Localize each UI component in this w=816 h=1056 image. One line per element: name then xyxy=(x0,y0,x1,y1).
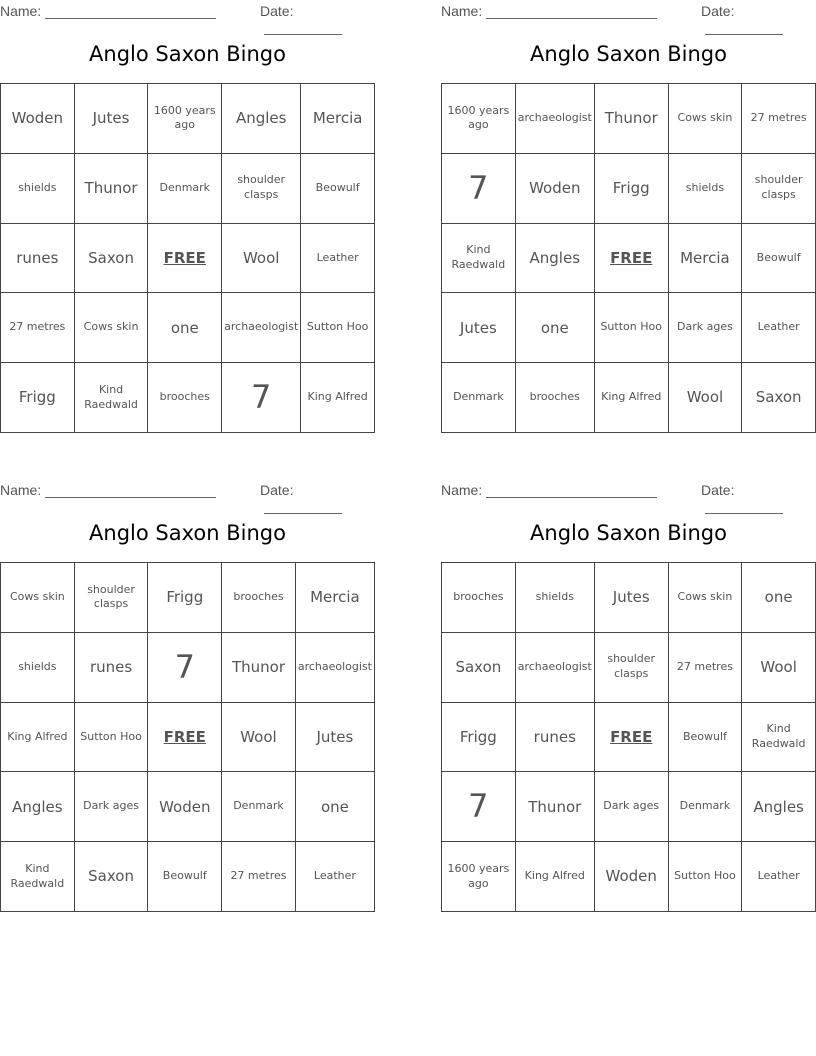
bingo-cell[interactable]: Wool xyxy=(669,363,743,433)
date-blank[interactable] xyxy=(705,500,783,514)
bingo-cell[interactable]: shoulder clasps xyxy=(595,633,669,703)
free-space[interactable]: FREE xyxy=(148,703,222,773)
name-field[interactable] xyxy=(0,3,216,19)
date-label: Date: xyxy=(260,3,294,19)
bingo-cell[interactable]: Beowulf xyxy=(742,224,816,294)
bingo-cell[interactable]: archaeologist xyxy=(516,84,595,154)
card-header xyxy=(0,479,375,501)
bingo-cell[interactable]: Cows skin xyxy=(75,293,149,363)
bingo-cell[interactable]: shields xyxy=(1,154,75,224)
bingo-cell[interactable]: Woden xyxy=(516,154,595,224)
bingo-cell[interactable]: one xyxy=(148,293,222,363)
bingo-cell[interactable]: Thunor xyxy=(516,772,595,842)
bingo-cell[interactable]: Wool xyxy=(222,703,296,773)
bingo-cell[interactable]: Denmark xyxy=(442,363,516,433)
bingo-cell[interactable]: Wool xyxy=(222,224,301,294)
bingo-cell[interactable]: Sutton Hoo xyxy=(301,293,375,363)
bingo-cell[interactable]: shields xyxy=(669,154,743,224)
bingo-cell[interactable]: 1600 years ago xyxy=(442,84,516,154)
bingo-cell[interactable]: Thunor xyxy=(222,633,296,703)
card-header xyxy=(441,479,816,501)
bingo-cell[interactable]: 27 metres xyxy=(1,293,75,363)
date-blank[interactable] xyxy=(264,21,342,35)
bingo-cell[interactable]: Angles xyxy=(1,772,75,842)
date-label: Date: xyxy=(260,482,294,498)
bingo-cell[interactable]: Dark ages xyxy=(595,772,669,842)
bingo-cell[interactable]: Kind Raedwald xyxy=(75,363,149,433)
card-header xyxy=(0,0,375,22)
bingo-cell[interactable]: Jutes xyxy=(442,293,516,363)
bingo-cell[interactable]: Jutes xyxy=(75,84,149,154)
bingo-cell[interactable]: Sutton Hoo xyxy=(595,293,669,363)
bingo-cell[interactable]: Thunor xyxy=(75,154,149,224)
card-title: Anglo Saxon Bingo xyxy=(530,42,727,66)
card-header xyxy=(441,0,816,22)
bingo-cell[interactable]: Saxon xyxy=(75,842,149,912)
name-field[interactable] xyxy=(0,482,216,498)
bingo-cell[interactable]: Saxon xyxy=(442,633,516,703)
bingo-cell[interactable]: shields xyxy=(516,563,595,633)
card-title: Anglo Saxon Bingo xyxy=(530,521,727,545)
bingo-cell[interactable]: Woden xyxy=(595,842,669,912)
free-space[interactable]: FREE xyxy=(595,224,669,294)
bingo-cell[interactable]: Sutton Hoo xyxy=(669,842,743,912)
bingo-cell[interactable]: archaeologist xyxy=(516,633,595,703)
bingo-cell[interactable]: Saxon xyxy=(742,363,816,433)
bingo-cell[interactable]: Denmark xyxy=(669,772,743,842)
bingo-cell[interactable]: Mercia xyxy=(669,224,743,294)
bingo-cell[interactable]: Leather xyxy=(301,224,375,294)
bingo-grid xyxy=(441,83,816,433)
bingo-cell[interactable]: one xyxy=(296,772,375,842)
date-field[interactable] xyxy=(701,482,816,514)
name-field[interactable] xyxy=(441,3,657,19)
name-blank[interactable] xyxy=(45,484,216,498)
bingo-cell[interactable]: 7 xyxy=(442,772,516,842)
bingo-cell[interactable]: 27 metres xyxy=(669,633,743,703)
date-label: Date: xyxy=(701,3,735,19)
name-blank[interactable] xyxy=(486,5,657,19)
bingo-cell[interactable]: 7 xyxy=(222,363,301,433)
bingo-cell[interactable]: Woden xyxy=(1,84,75,154)
bingo-cell[interactable]: Woden xyxy=(148,772,222,842)
bingo-cell[interactable]: shoulder clasps xyxy=(222,154,301,224)
bingo-grid xyxy=(0,83,375,433)
date-field[interactable] xyxy=(701,3,816,35)
bingo-cell[interactable]: Wool xyxy=(742,633,816,703)
bingo-cell[interactable]: runes xyxy=(516,703,595,773)
bingo-cell[interactable]: Angles xyxy=(516,224,595,294)
bingo-cell[interactable]: Mercia xyxy=(296,563,375,633)
date-field[interactable] xyxy=(260,3,375,35)
bingo-cell[interactable]: King Alfred xyxy=(301,363,375,433)
bingo-grid xyxy=(0,562,375,912)
card-title: Anglo Saxon Bingo xyxy=(89,521,286,545)
bingo-cell[interactable]: Beowulf xyxy=(669,703,743,773)
bingo-card xyxy=(441,0,816,407)
bingo-card xyxy=(441,479,816,890)
bingo-cell[interactable]: Jutes xyxy=(296,703,375,773)
bingo-cell[interactable]: Frigg xyxy=(442,703,516,773)
bingo-cell[interactable]: brooches xyxy=(516,363,595,433)
bingo-cell[interactable]: Leather xyxy=(296,842,375,912)
name-label: Name: xyxy=(441,3,483,19)
bingo-cell[interactable]: Mercia xyxy=(301,84,375,154)
bingo-cell[interactable]: 27 metres xyxy=(222,842,296,912)
bingo-cell[interactable]: runes xyxy=(75,633,149,703)
bingo-cell[interactable]: shields xyxy=(1,633,75,703)
bingo-cell[interactable]: one xyxy=(516,293,595,363)
bingo-cell[interactable]: Cows skin xyxy=(669,84,743,154)
bingo-cell[interactable]: Denmark xyxy=(148,154,222,224)
bingo-cell[interactable]: Kind Raedwald xyxy=(742,703,816,773)
date-blank[interactable] xyxy=(705,21,783,35)
bingo-cell[interactable]: 27 metres xyxy=(742,84,816,154)
name-label: Name: xyxy=(0,3,42,19)
bingo-cell[interactable]: Denmark xyxy=(222,772,296,842)
bingo-cell[interactable]: Saxon xyxy=(75,224,149,294)
bingo-cell[interactable]: shoulder clasps xyxy=(75,563,149,633)
bingo-cell[interactable]: Sutton Hoo xyxy=(75,703,149,773)
bingo-cell[interactable]: King Alfred xyxy=(1,703,75,773)
free-space[interactable]: FREE xyxy=(595,703,669,773)
bingo-cell[interactable]: 1600 years ago xyxy=(442,842,516,912)
name-label: Name: xyxy=(441,482,483,498)
bingo-grid xyxy=(441,562,816,912)
name-label: Name: xyxy=(0,482,42,498)
bingo-cell[interactable]: Frigg xyxy=(148,563,222,633)
bingo-cell[interactable]: one xyxy=(742,563,816,633)
bingo-cell[interactable]: Jutes xyxy=(595,563,669,633)
bingo-cell[interactable]: Cows skin xyxy=(1,563,75,633)
date-blank[interactable] xyxy=(264,500,342,514)
bingo-cell[interactable]: Angles xyxy=(742,772,816,842)
bingo-cell[interactable]: Leather xyxy=(742,842,816,912)
bingo-cell[interactable]: shoulder clasps xyxy=(742,154,816,224)
free-space[interactable]: FREE xyxy=(148,224,222,294)
bingo-cell[interactable]: 7 xyxy=(442,154,516,224)
bingo-cell[interactable]: Angles xyxy=(222,84,301,154)
bingo-cell[interactable]: brooches xyxy=(222,563,296,633)
bingo-cell[interactable]: Dark ages xyxy=(669,293,743,363)
bingo-cell[interactable]: Cows skin xyxy=(669,563,743,633)
bingo-cell[interactable]: 1600 years ago xyxy=(148,84,222,154)
bingo-cell[interactable]: Dark ages xyxy=(75,772,149,842)
name-field[interactable] xyxy=(441,482,657,498)
date-label: Date: xyxy=(701,482,735,498)
date-field[interactable] xyxy=(260,482,375,514)
bingo-cell[interactable]: brooches xyxy=(442,563,516,633)
bingo-cell[interactable]: Thunor xyxy=(595,84,669,154)
name-blank[interactable] xyxy=(486,484,657,498)
name-blank[interactable] xyxy=(45,5,216,19)
bingo-cell[interactable]: Kind Raedwald xyxy=(442,224,516,294)
bingo-cell[interactable]: Leather xyxy=(742,293,816,363)
bingo-cell[interactable]: Beowulf xyxy=(301,154,375,224)
bingo-cell[interactable]: Frigg xyxy=(595,154,669,224)
bingo-card xyxy=(0,479,375,890)
bingo-cell[interactable]: 7 xyxy=(148,633,222,703)
card-title: Anglo Saxon Bingo xyxy=(89,42,286,66)
bingo-cell[interactable]: Beowulf xyxy=(148,842,222,912)
bingo-cell[interactable]: runes xyxy=(1,224,75,294)
bingo-cell[interactable]: King Alfred xyxy=(595,363,669,433)
bingo-cell[interactable]: Kind Raedwald xyxy=(1,842,75,912)
bingo-cell[interactable]: archaeologist xyxy=(296,633,375,703)
bingo-cell[interactable]: King Alfred xyxy=(516,842,595,912)
bingo-cell[interactable]: archaeologist xyxy=(222,293,301,363)
bingo-cell[interactable]: Frigg xyxy=(1,363,75,433)
bingo-cell[interactable]: brooches xyxy=(148,363,222,433)
bingo-card xyxy=(0,0,375,416)
